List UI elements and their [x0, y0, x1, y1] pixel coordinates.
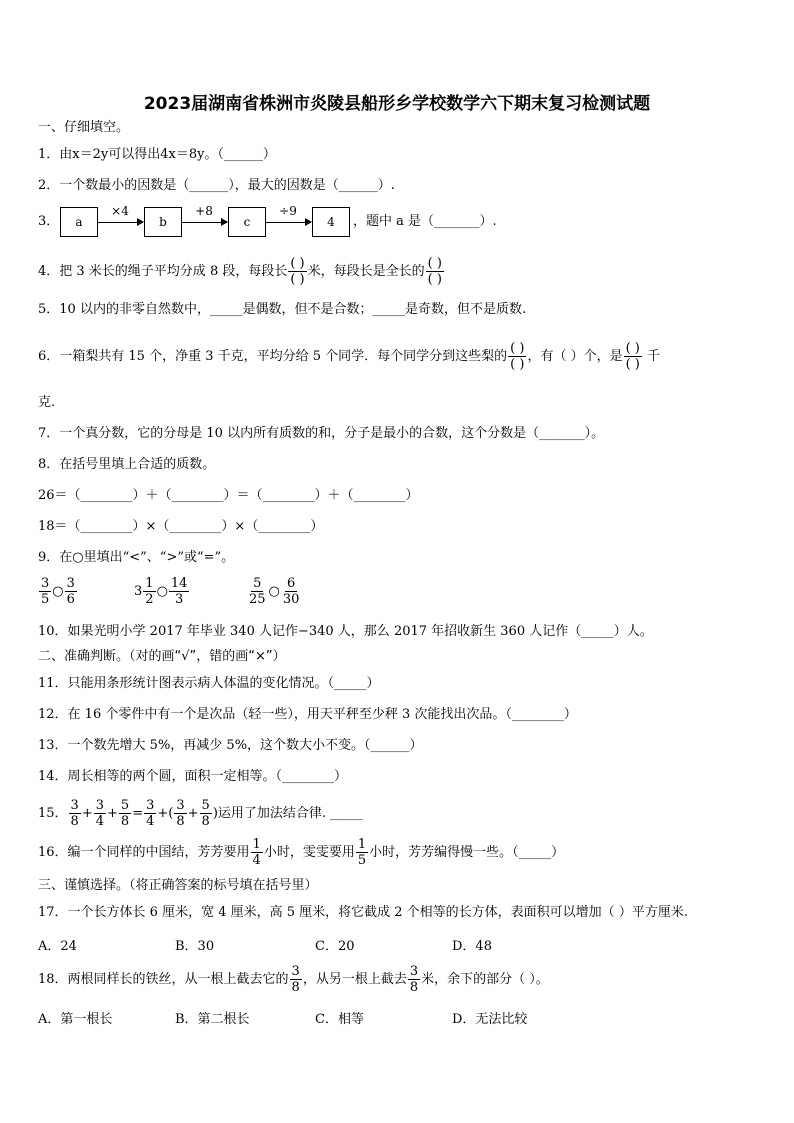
q4-text-b: 米，每段长是全长的 — [307, 264, 425, 279]
q18-option-d: D．无法比较 — [452, 1012, 528, 1027]
section-1-heading: 一、仔细填空。 — [38, 120, 130, 135]
question-8: 8．在括号里填上合适的质数。 — [38, 457, 216, 472]
flow-op-2: +8 — [195, 204, 213, 218]
q4-blank-fraction-2 — [426, 256, 444, 287]
section-2-heading: 二、准确判断。（对的画“√”，错的画“×”） — [38, 649, 286, 664]
question-1: 1．由x＝2y可以得出4x＝8y。（______） — [38, 147, 276, 162]
flow-arrow-3 — [265, 222, 311, 223]
flow-arrow-1 — [97, 222, 143, 223]
q9-fraction-1 — [39, 576, 51, 607]
question-5: 5．10 以内的非零自然数中，_____是偶数，但不是合数；_____是奇数，但不是质数. — [38, 302, 527, 317]
q16-text-a: 16．编一个同样的中国结，芳芳要用 — [38, 845, 250, 860]
q4-blank-fraction-1 — [288, 256, 306, 287]
q18-text-b: ，从另一根上截去 — [302, 972, 407, 987]
q9-circle-2: ○ — [156, 584, 168, 599]
question-16 — [38, 837, 564, 868]
q18-fraction-1: $\frac{3}{8}$ — [291, 964, 300, 995]
page-title: 2023届湖南省株洲市炎陵县船形乡学校数学六下期末复习检测试题 — [143, 94, 651, 114]
q9-f6-num: 6 — [287, 576, 296, 591]
q9-fraction-5 — [247, 576, 268, 607]
q18-text-a: 18．两根同样长的铁丝，从一根上截去它的 — [38, 972, 289, 987]
q15-fraction-4: $\frac{3}{4}$ — [146, 798, 155, 829]
q6-text-b: ，有（ ）个，是 — [527, 349, 623, 364]
flow-box-a: a — [60, 207, 98, 237]
flow-op-3: ÷9 — [279, 204, 297, 218]
q17-option-a: A．24 — [38, 939, 77, 954]
q9-f3-den: 2 — [145, 592, 154, 607]
section-3-heading: 三、谨慎选择。（将正确答案的标号填在括号里） — [38, 878, 318, 893]
q16-fraction-1: $\frac{1}{4}$ — [252, 837, 261, 868]
flow-box-b: b — [144, 207, 182, 237]
flow-arrow-2 — [181, 222, 227, 223]
q9-f4-num: 14 — [170, 576, 188, 591]
q9-f1-den: 5 — [41, 592, 50, 607]
question-9-item-1 — [38, 576, 78, 607]
q4-den-1: ( ) — [290, 272, 305, 287]
q9-fraction-6 — [281, 576, 302, 607]
q18-text-c: 米，余下的部分（ ）。 — [421, 972, 549, 987]
q16-text-b: 小时，雯雯要用 — [263, 845, 355, 860]
q6-den-1: ( ) — [510, 357, 525, 372]
question-9-item-2 — [134, 576, 190, 607]
question-14: 14．周长相等的两个圆，面积一定相等。（________） — [38, 769, 348, 784]
q15-fraction-2: $\frac{3}{4}$ — [95, 798, 105, 829]
q17-option-d: D．48 — [452, 939, 492, 954]
q6-num-1: ( ) — [510, 341, 525, 356]
q9-f3-num: 1 — [145, 576, 154, 591]
q15-fraction-3: $\frac{5}{8}$ — [120, 798, 130, 829]
question-9: 9．在○里填出“<”、“>”或“=”。 — [38, 550, 235, 565]
question-13: 13．一个数先增大 5%，再减少 5%，这个数大小不变。（______） — [38, 738, 423, 753]
q16-text-c: 小时，芳芳编得慢一些。（_____） — [369, 845, 565, 860]
q15-number: 15． — [38, 806, 68, 821]
q6-blank-fraction-2 — [624, 341, 642, 372]
question-2: 2．一个数最小的因数是（______），最大的因数是（______）. — [38, 178, 395, 193]
q6-num-2: ( ) — [625, 341, 640, 356]
question-15: 15． $\frac{3}{8}$ + $\frac{3}{4}$ + $\frac{5}{8}$ = $\frac{3}{4}$ +( $\frac{3}{8}$ + $\frac{5}{8}$ )运用了加法结合律. _____ — [38, 798, 363, 829]
q9-f2-den: 6 — [66, 592, 75, 607]
q18-option-c: C．相等 — [315, 1012, 364, 1027]
q15-fraction-1: $\frac{3}{8}$ — [70, 798, 79, 829]
question-11: 11．只能用条形统计图表示病人体温的变化情况。（_____） — [38, 676, 380, 691]
q18-fraction-2: $\frac{3}{8}$ — [409, 964, 419, 995]
q9-circle-3: ○ — [268, 584, 280, 599]
q9-fraction-2 — [65, 576, 77, 607]
q6-blank-fraction-1 — [508, 341, 526, 372]
q9-fraction-3 — [143, 576, 155, 607]
q6-text-c: 千 — [647, 349, 661, 364]
q9-f5-num: 5 — [253, 576, 262, 591]
flow-op-1: ×4 — [111, 204, 129, 218]
question-6-continued: 克. — [38, 395, 56, 410]
question-17: 17．一个长方体长 6 厘米，宽 4 厘米，高 5 厘米，将它截成 2 个相等的长方体，表面积可以增加（ ）平方厘米. — [38, 905, 688, 920]
q9-f1-num: 3 — [41, 576, 50, 591]
q16-fraction-2: $\frac{1}{5}$ — [357, 837, 367, 868]
q9-f4-den: 3 — [175, 592, 184, 607]
question-12: 12．在 16 个零件中有一个是次品（轻一些），用天平秤至少秤 3 次能找出次品。（________） — [38, 707, 577, 722]
question-8-line-b: 18＝（________）×（________）×（________） — [38, 519, 324, 534]
q6-text-a: 6．一箱梨共有 15 个，净重 3 千克，平均分给 5 个同学．每个同学分到这些梨的 — [38, 349, 508, 364]
flow-box-c: c — [228, 207, 266, 237]
question-3-number: 3． — [38, 214, 60, 229]
q17-option-b: B．30 — [175, 939, 215, 954]
q18-option-a: A．第一根长 — [38, 1012, 113, 1027]
q9-whole: 3 — [134, 584, 143, 599]
question-7: 7．一个真分数，它的分母是 10 以内所有质数的和，分子是最小的合数，这个分数是（_______）。 — [38, 426, 605, 441]
question-18 — [38, 964, 549, 995]
q9-fraction-4 — [169, 576, 190, 607]
q4-num-2: ( ) — [427, 256, 442, 271]
q4-den-2: ( ) — [427, 272, 442, 287]
question-4 — [38, 256, 445, 287]
q9-circle-1: ○ — [52, 584, 64, 599]
q15-tail: 运用了加法结合律. _____ — [217, 806, 363, 821]
q6-den-2: ( ) — [625, 357, 640, 372]
q15-fraction-6: $\frac{5}{8}$ — [201, 798, 210, 829]
q4-text-a: 4．把 3 米长的绳子平均分成 8 段，每段长 — [38, 264, 288, 279]
question-6 — [38, 341, 660, 372]
q9-f5-den: 25 — [249, 592, 266, 607]
q4-num-1: ( ) — [290, 256, 305, 271]
q9-f2-num: 3 — [66, 576, 75, 591]
question-3-tail: ，题中 a 是（_______）. — [353, 214, 497, 229]
q15-fraction-5: $\frac{3}{8}$ — [176, 798, 185, 829]
q18-option-b: B．第二根长 — [175, 1012, 250, 1027]
q17-option-c: C．20 — [315, 939, 355, 954]
q9-f6-den: 30 — [282, 592, 300, 607]
question-10: 10．如果光明小学 2017 年毕业 340 人记作−340 人，那么 2017 年招收新生 360 人记作（_____）人。 — [38, 624, 653, 639]
question-8-line-a: 26＝（________）＋（________）＝（________）＋（________） — [38, 488, 419, 503]
question-9-item-3 — [246, 576, 302, 607]
flow-box-result: 4 — [312, 207, 350, 237]
